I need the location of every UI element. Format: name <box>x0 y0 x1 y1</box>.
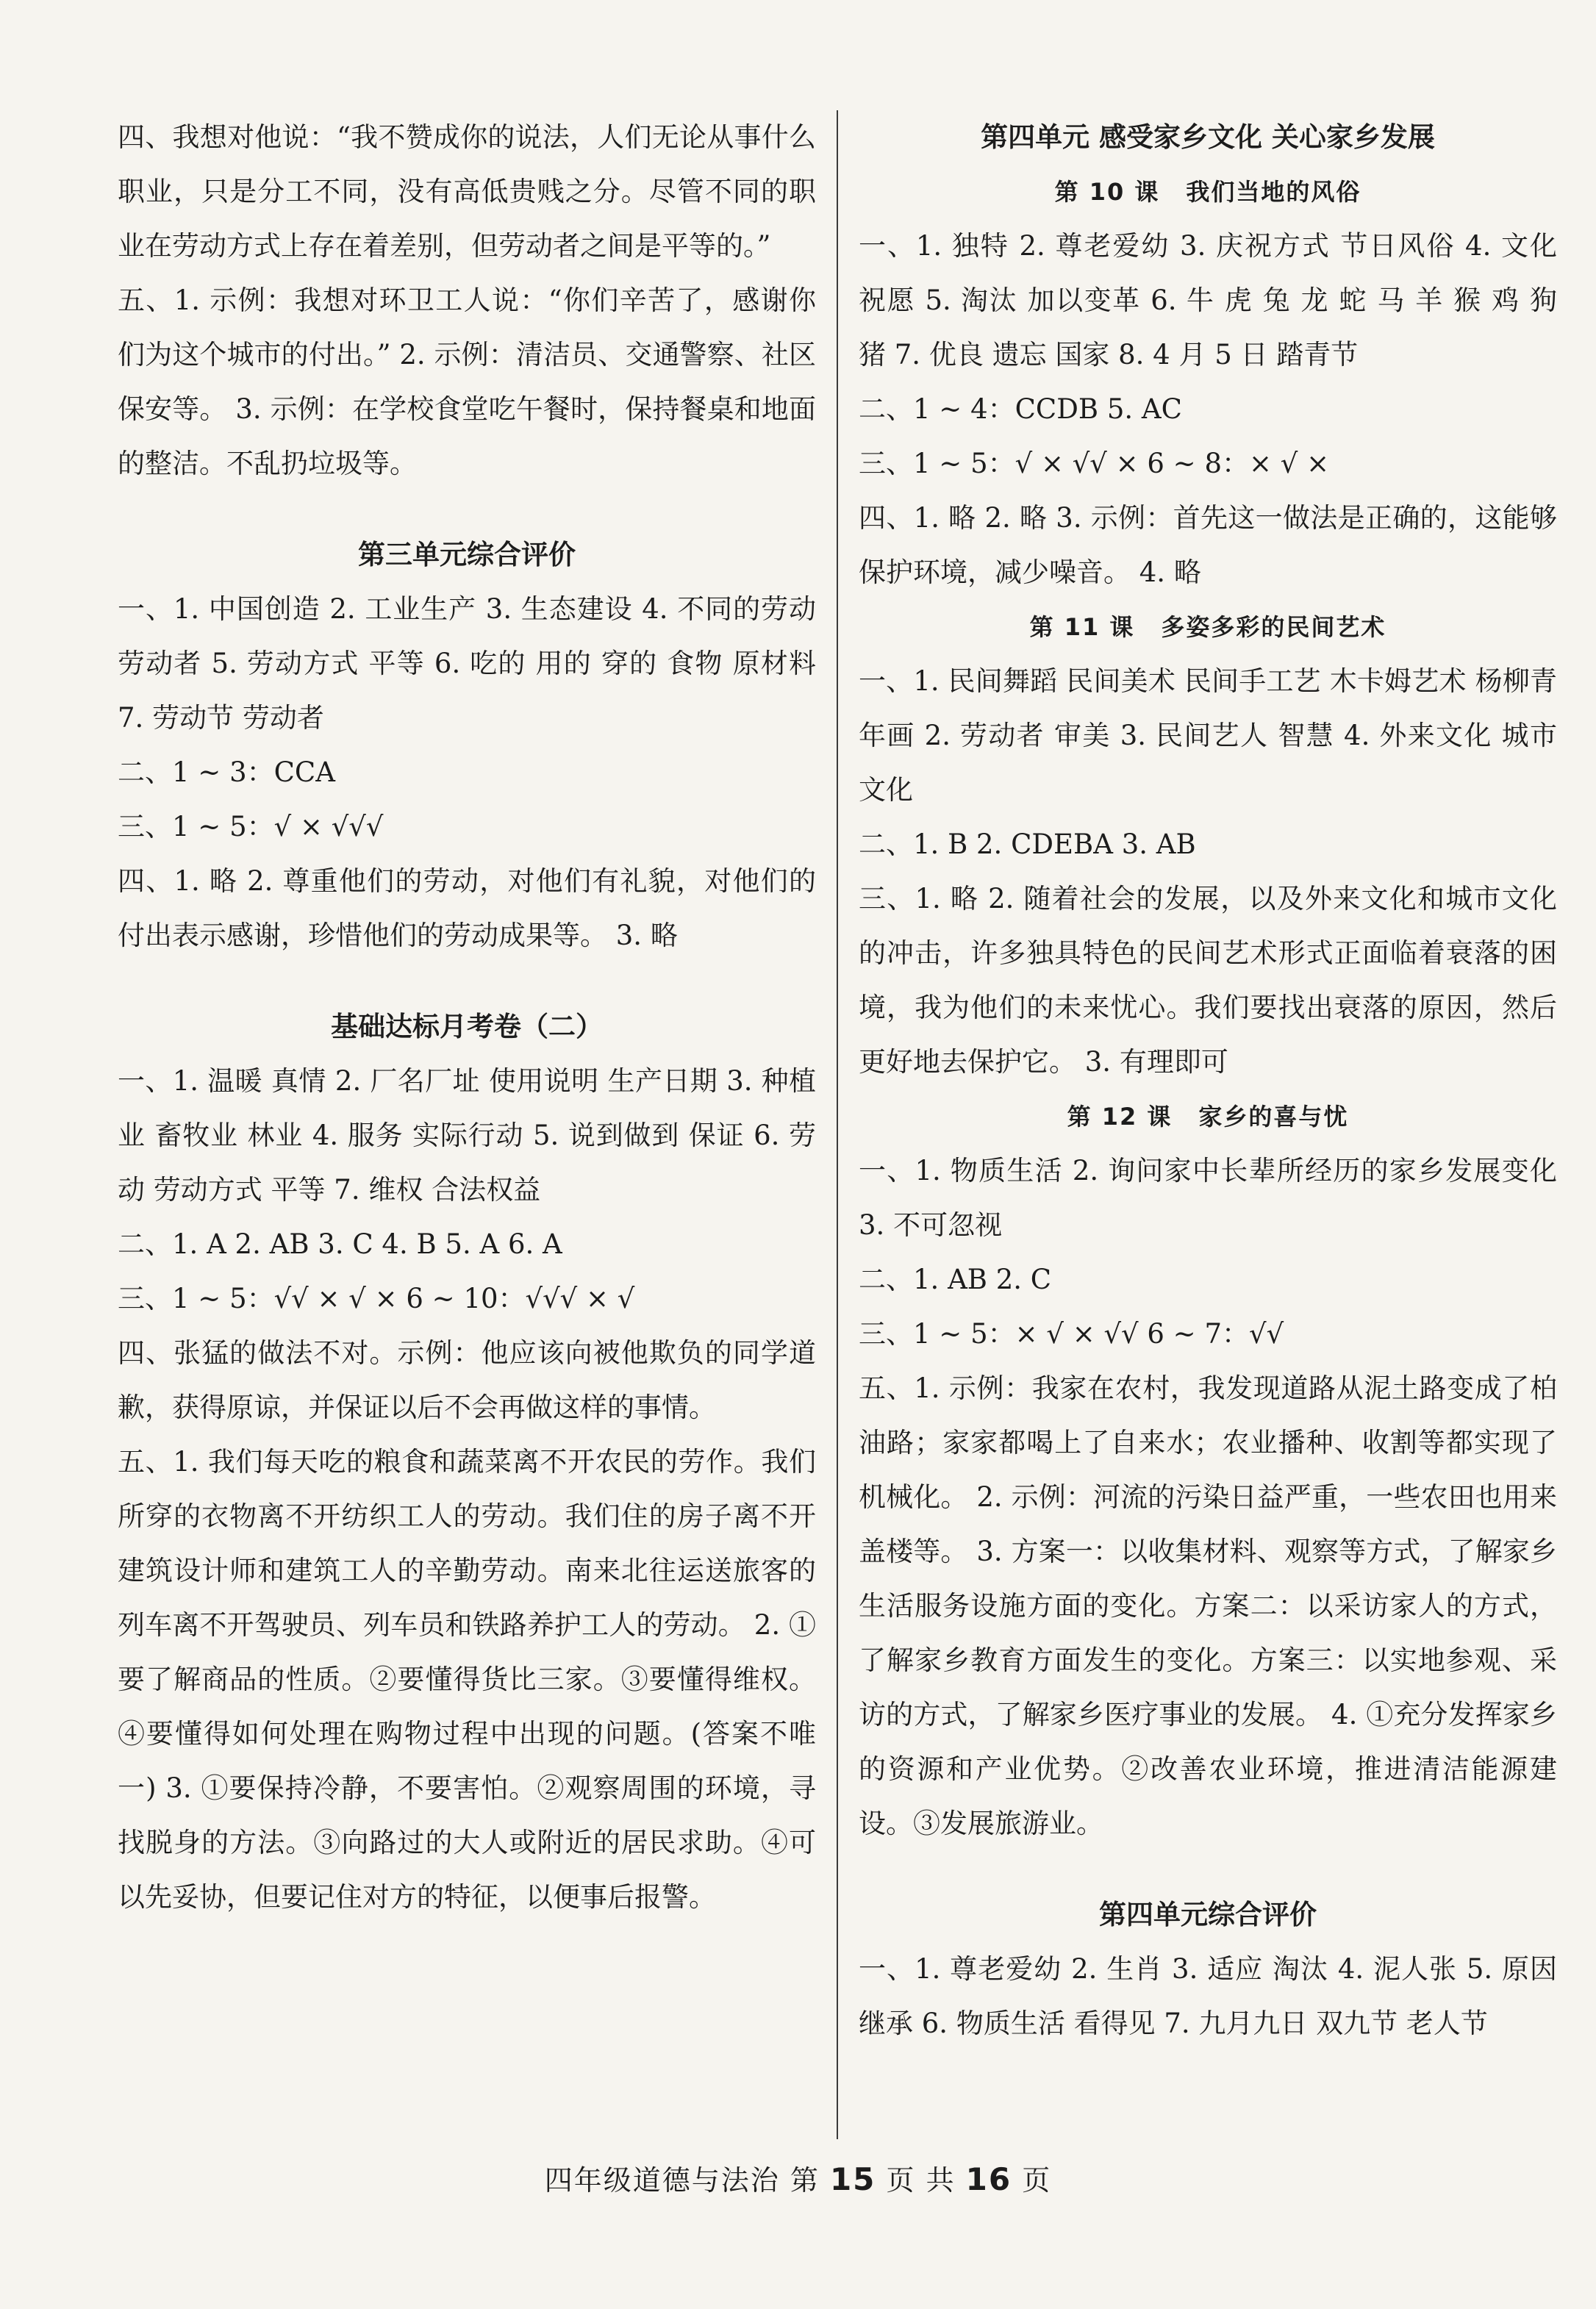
lesson-number: 第 10 课 <box>1054 178 1160 206</box>
lesson-name: 家乡的喜与忧 <box>1198 1103 1349 1131</box>
lesson-number: 第 12 课 <box>1067 1103 1173 1131</box>
left-block-0: 四、我想对他说：“我不赞成你的说法，人们无论从事什么职业，只是分工不同，没有高低贵贱之分。尽管不同的职业在劳动方式上存在着差别，但劳动者之间是平等的。” <box>118 121 816 262</box>
footer-suffix: 页 <box>1022 2164 1052 2197</box>
lesson-name: 多姿多彩的民间艺术 <box>1161 613 1386 641</box>
right-block-7: 一、1. 民间舞蹈 民间美术 民间手工艺 木卡姆艺术 杨柳青年画 2. 劳动者 审美 3. 民间艺人 智慧 4. 外来文化 城市文化 <box>859 665 1557 806</box>
right-block-11: 一、1. 物质生活 2. 询问家中长辈所经历的家乡发展变化 3. 不可忽视 <box>859 1155 1557 1241</box>
right-block-16: 一、1. 尊老爱幼 2. 生肖 3. 适应 淘汰 4. 泥人张 5. 原因 继承 6. 物质生活 看得见 7. 九月九日 双九节 老人节 <box>859 1953 1557 2039</box>
right-column <box>859 110 1557 2051</box>
left-block-4: 二、1 ~ 3：CCA <box>118 756 335 788</box>
lesson-12-title <box>859 1089 1557 1144</box>
left-block-9: 二、1. A 2. AB 3. C 4. B 5. A 6. A <box>118 1228 562 1260</box>
lesson-name: 我们当地的风俗 <box>1186 178 1361 206</box>
right-block-2: 一、1. 独特 2. 尊老爱幼 3. 庆祝方式 节日风俗 4. 文化 祝愿 5. 淘汰 加以变革 6. 牛 虎 兔 龙 蛇 马 羊 猴 鸡 狗 猪 7. 优良 遗忘 国家 8. 4 月 5 日 踏青节 <box>859 230 1557 370</box>
column-divider <box>837 110 838 2139</box>
lesson-10-title <box>859 165 1557 219</box>
right-block-8: 二、1. B 2. CDEBA 3. AB <box>859 828 1196 860</box>
page-footer <box>0 2158 1596 2198</box>
right-block-4: 三、1 ~ 5：√ × √√ × 6 ~ 8：× √ × <box>859 448 1330 479</box>
left-heading-unit3-review: 第三单元综合评价 <box>358 539 576 570</box>
footer-prefix: 四年级道德与法治 第 <box>544 2164 820 2197</box>
left-block-3: 一、1. 中国创造 2. 工业生产 3. 生态建设 4. 不同的劳动 劳动者 5. 劳动方式 平等 6. 吃的 用的 穿的 食物 原材料 7. 劳动节 劳动者 <box>118 593 816 734</box>
left-block-12: 五、1. 我们每天吃的粮食和蔬菜离不开农民的劳作。我们所穿的衣物离不开纺织工人的劳动。我们住的房子离不开建筑设计师和建筑工人的辛勤劳动。南来北往运送旅客的列车离不开驾驶员、列车员和铁路养护工人的劳动。 2. ①要了解商品的性质。②要懂得货比三家。③要懂得维权。④要懂得如何处理在购物过程中出现的问题。(答案不唯一) 3. ①要保持冷静，不要害怕。②观察周围的环境，寻找脱身的方法。③向路过的大人或附近的居民求助。④可以先妥协，但要记住对方的特征，以便事后报警。 <box>118 1446 816 1913</box>
footer-total-pages: 16 <box>965 2161 1012 2197</box>
footer-middle: 页 共 <box>886 2164 956 2197</box>
right-block-9: 三、1. 略 2. 随着社会的发展，以及外来文化和城市文化的冲击，许多独具特色的民间艺术形式正面临着衰落的困境，我为他们的未来忧心。我们要找出衰落的原因，然后更好地去保护它。 3. 有理即可 <box>859 883 1557 1078</box>
right-block-3: 二、1 ~ 4：CCDB 5. AC <box>859 393 1182 425</box>
right-block-13: 三、1 ~ 5：× √ × √√ 6 ~ 7：√√ <box>859 1318 1284 1350</box>
left-block-5: 三、1 ~ 5：√ × √√√ <box>118 811 384 842</box>
left-column <box>118 110 816 1925</box>
left-block-1: 五、1. 示例：我想对环卫工人说：“你们辛苦了，感谢你们为这个城市的付出。” 2. 示例：清洁员、交通警察、社区保安等。 3. 示例：在学校食堂吃午餐时，保持餐桌和地面的整洁。不乱扔垃圾等。 <box>118 284 816 479</box>
footer-page-number: 15 <box>829 2161 876 2197</box>
right-block-12: 二、1. AB 2. C <box>859 1264 1052 1295</box>
left-block-10: 三、1 ~ 5：√√ × √ × 6 ~ 10：√√√ × √ <box>118 1283 635 1314</box>
left-heading-monthly-test: 基础达标月考卷（二） <box>331 1011 603 1042</box>
left-block-6: 四、1. 略 2. 尊重他们的劳动，对他们有礼貌，对他们的付出表示感谢，珍惜他们的劳动成果等。 3. 略 <box>118 865 816 951</box>
right-heading-unit4-review: 第四单元综合评价 <box>1099 1899 1317 1930</box>
right-heading-unit4: 第四单元 感受家乡文化 关心家乡发展 <box>981 121 1435 153</box>
right-block-5: 四、1. 略 2. 略 3. 示例：首先这一做法是正确的，这能够保护环境，减少噪音。 4. 略 <box>859 502 1557 588</box>
left-block-11: 四、张猛的做法不对。示例：他应该向被他欺负的同学道歉，获得原谅，并保证以后不会再做这样的事情。 <box>118 1337 816 1423</box>
left-block-8: 一、1. 温暖 真情 2. 厂名厂址 使用说明 生产日期 3. 种植业 畜牧业 林业 4. 服务 实际行动 5. 说到做到 保证 6. 劳动 劳动方式 平等 7. 维权 合法权益 <box>118 1065 816 1206</box>
lesson-number: 第 11 课 <box>1029 613 1135 641</box>
lesson-11-title <box>859 600 1557 654</box>
right-block-14: 五、1. 示例：我家在农村，我发现道路从泥土路变成了柏油路；家家都喝上了自来水；农业播种、收割等都实现了机械化。 2. 示例：河流的污染日益严重，一些农田也用来盖楼等。 3. 方案一：以收集材料、观察等方式，了解家乡生活服务设施方面的变化。方案二：以采访家人的方式，了解家乡教育方面发生的变化。方案三：以实地参观、采访的方式，了解家乡医疗事业的发展。 4. ①充分发挥家乡的资源和产业优势。②改善农业环境，推进清洁能源建设。③发展旅游业。 <box>859 1372 1557 1839</box>
